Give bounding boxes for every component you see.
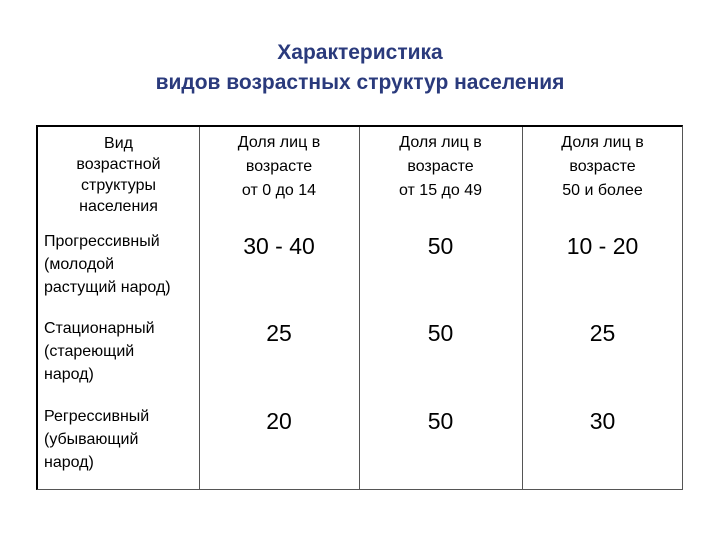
header-line: 50 и более xyxy=(562,182,643,199)
row-label-line: народ) xyxy=(44,454,94,471)
title-line-1: Характеристика xyxy=(277,41,443,64)
row-label-line: растущий народ) xyxy=(44,279,171,296)
title-line-2: видов возрастных структур населения xyxy=(155,71,565,94)
row-label-line: Стационарный xyxy=(44,320,155,337)
row-label-line: (убывающий xyxy=(44,431,139,448)
row-label-regressive xyxy=(38,405,199,474)
header-type-column xyxy=(38,133,199,217)
header-line: структуры xyxy=(81,177,156,194)
header-line: возрасте xyxy=(407,158,474,175)
header-age-15-49 xyxy=(359,131,522,203)
header-line: Доля лиц в xyxy=(237,134,321,151)
table-cell-value: 30 xyxy=(589,408,616,434)
header-line: возрасте xyxy=(245,158,313,175)
table-cell-value: 50 xyxy=(427,408,454,434)
header-line: населения xyxy=(79,198,158,215)
row-label-line: (стареющий xyxy=(44,343,135,360)
row-label-line: Прогрессивный xyxy=(44,233,160,250)
header-line: Доля лиц в xyxy=(399,134,482,151)
header-age-50-plus xyxy=(522,131,683,203)
row-label-line: (молодой xyxy=(44,256,115,273)
row-label-line: народ) xyxy=(44,366,94,383)
table-cell-value: 50 xyxy=(427,320,454,346)
header-age-0-14 xyxy=(199,131,359,203)
table-cell-value: 50 xyxy=(427,233,454,259)
table-cell-value: 30 - 40 xyxy=(243,233,315,259)
row-label-progressive xyxy=(38,230,199,299)
table-cell-value: 25 xyxy=(266,320,292,346)
header-line: от 0 до 14 xyxy=(241,182,317,199)
page-title xyxy=(0,38,720,98)
age-structure-table xyxy=(36,125,683,490)
header-line: возрастной xyxy=(76,156,161,173)
table-cell-value: 20 xyxy=(266,408,292,434)
header-line: Доля лиц в xyxy=(561,134,644,151)
row-label-line: Регрессивный xyxy=(44,408,150,425)
row-label-stationary xyxy=(38,317,199,386)
table-cell-value: 25 xyxy=(589,320,616,346)
header-line: от 15 до 49 xyxy=(398,182,483,199)
table-cell-value: 10 - 20 xyxy=(566,233,639,259)
header-line: Вид xyxy=(104,135,133,152)
header-line: возрасте xyxy=(569,158,636,175)
